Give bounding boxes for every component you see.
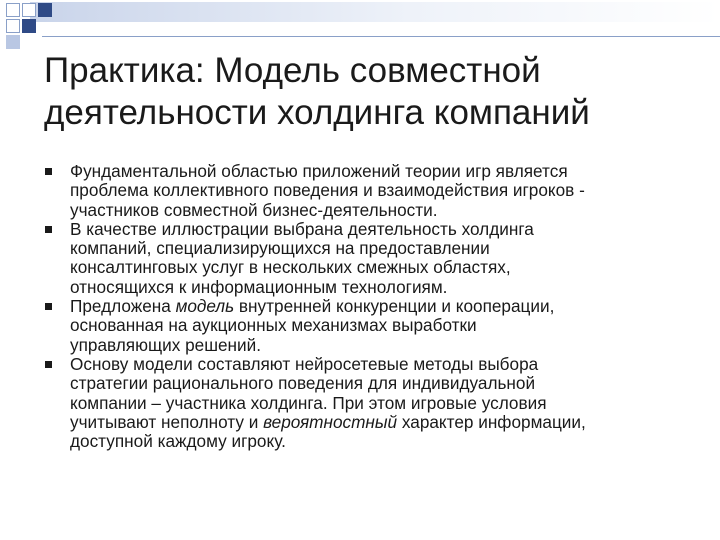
square-bullet-icon (45, 226, 52, 233)
bullet-line: относящихся к информационным технологиям. (70, 276, 448, 297)
header-rule (42, 36, 720, 37)
bullet-text: внутренней конкуренции и кооперации, (234, 296, 555, 317)
header-gradient-graphic (30, 0, 720, 26)
bullet-line (70, 297, 694, 316)
bullet-emphasis: вероятностный (263, 411, 398, 432)
bullet-line: доступной каждому игроку. (70, 431, 286, 452)
bullet-item (44, 220, 694, 297)
bullet-line: стратегии рационального поведения для индивидуальной (70, 373, 536, 394)
deco-square (22, 3, 36, 17)
bullet-line: В качестве иллюстрации выбрана деятельность холдинга (70, 218, 534, 239)
bullet-item (44, 355, 694, 451)
bullet-line: проблема коллективного поведения и взаимодействия игроков - (70, 180, 585, 201)
square-bullet-icon (45, 168, 52, 175)
deco-square (22, 19, 36, 33)
bullet-list (44, 162, 694, 451)
bullet-item (44, 162, 694, 220)
bullet-line: компании – участника холдинга. При этом игровые условия (70, 392, 547, 413)
bullet-item (44, 297, 694, 355)
slide-title-line-2: деятельности холдинга компаний (44, 93, 590, 132)
bullet-emphasis: модель (175, 296, 235, 317)
bullet-line: Фундаментальной областью приложений теории игр является (70, 161, 568, 181)
deco-square (6, 19, 20, 33)
bullet-line: основанная на аукционных механизмах выработки (70, 315, 477, 336)
bullet-line: участников совместной бизнес-деятельности. (70, 199, 438, 220)
deco-square (38, 3, 52, 17)
slide-title (44, 50, 704, 134)
bullet-line: управляющих решений. (70, 334, 262, 355)
bullet-line: консалтинговых услуг в нескольких смежных областях, (70, 257, 511, 278)
bullet-text: учитывают неполноту и (70, 411, 264, 432)
slide-title-line-1: Практика: Модель совместной (44, 51, 541, 90)
bullet-text: характер информации, (397, 411, 586, 432)
bullet-line: Основу модели составляют нейросетевые методы выбора (70, 353, 539, 374)
deco-square (6, 35, 20, 49)
deco-square (6, 3, 20, 17)
square-bullet-icon (45, 361, 52, 368)
corner-squares-decoration (0, 0, 60, 48)
header-gradient-bar (30, 0, 720, 26)
bullet-text: Предложена (70, 296, 176, 317)
square-bullet-icon (45, 303, 52, 310)
bullet-line: компаний, специализирующихся на предоставлении (70, 238, 490, 259)
bullet-line (70, 413, 694, 432)
